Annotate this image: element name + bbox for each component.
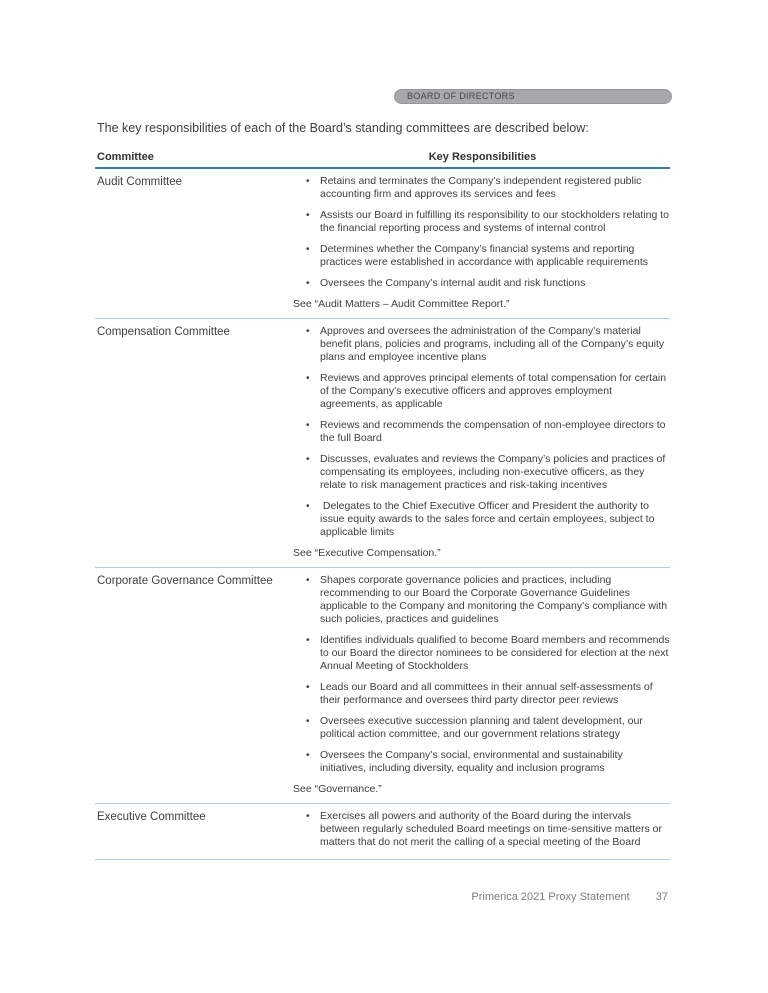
list-item [293,325,670,364]
column-header-committee: Committee [97,151,154,163]
list-item [293,372,670,411]
bullet-text: Leads our Board and all committees in their annual self-assessments of their performance and oversees third party director peer reviews [320,681,656,706]
bullet-text: Shapes corporate governance policies and practices, including recommending to our Board the Corporate Governance Guidelines applicable to the Company and monitoring the Company’s compliance with such policies, practices and guidelines [320,574,671,625]
list-item [293,500,670,539]
committee-name: Executive Committee [97,811,206,823]
bullet-text: Reviews and recommends the compensation of non-employee directors to the full Board [320,419,669,444]
intro-text: The key responsibilities of each of the Board’s standing committees are described below: [97,121,589,135]
bullet-icon: • [306,682,310,693]
bullet-icon: • [306,635,310,646]
list-item [293,681,670,707]
table-row [95,169,670,319]
bullet-icon: • [306,750,310,761]
section-banner-label: BOARD OF DIRECTORS [407,90,515,101]
bullet-text: Discusses, evaluates and reviews the Company’s policies and practices of compensating its employees, including non-executive officers, as they relate to risk management practices and risk-taking incentives [320,453,669,491]
bullet-icon: • [306,811,310,822]
bullet-text: Exercises all powers and authority of the Board during the intervals between regularly scheduled Board meetings on time-sensitive matters or matters that do not merit the calling of a special meeting of the Board [320,810,665,848]
bullet-icon: • [306,373,310,384]
bullet-text: Approves and oversees the administration of the Company’s material benefit plans, policies and programs, including all of the Company’s equity plans and employee incentive plans [320,325,668,363]
bullet-text: Identifies individuals qualified to become Board members and recommends to our Board the director nominees to be considered for election at the next Annual Meeting of Stockholders [320,634,673,672]
list-item [293,715,670,741]
bullet-icon: • [306,716,310,727]
bullet-icon: • [306,244,310,255]
list-item [293,634,673,673]
table-row [95,804,670,860]
see-reference: See “Audit Matters – Audit Committee Report.” [293,298,510,310]
page-content [95,121,673,860]
see-reference: See “Executive Compensation.” [293,547,441,559]
table-header-row [95,151,670,169]
bullet-icon: • [306,176,310,187]
bullet-icon: • [306,454,310,465]
committee-name: Corporate Governance Committee [97,575,273,587]
column-header-key-responsibilities: Key Responsibilities [428,151,537,163]
bullet-icon: • [306,501,310,512]
page-number: 37 [655,891,668,903]
bullet-text: Oversees the Company’s social, environmental and sustainability initiatives, including diversity, equality and inclusion programs [320,749,626,774]
committee-name: Compensation Committee [97,326,230,338]
list-item [293,810,670,849]
section-banner [394,89,672,104]
page-footer [95,891,668,903]
list-item [293,749,670,775]
footer-document-title: Primerica 2021 Proxy Statement [471,891,630,903]
list-item [293,453,670,492]
bullet-text: Assists our Board in fulfilling its responsibility to our stockholders relating to the financial reporting process and systems of internal control [320,209,672,234]
list-item [293,243,670,269]
bullet-icon: • [306,210,310,221]
committee-name: Audit Committee [97,176,183,188]
list-item [293,419,670,445]
list-item [293,209,670,235]
list-item [293,277,670,290]
table-row [95,319,670,568]
bullet-icon: • [306,326,310,337]
responsibilities-cell [293,574,673,801]
responsibilities-cell [293,175,670,316]
responsibilities-cell [293,810,670,857]
bullet-icon: • [306,278,310,289]
bullet-text: Reviews and approves principal elements of total compensation for certain of the Company’s executive officers and approves employment agreements, as applicable [320,372,670,410]
bullet-text: Oversees the Company’s internal audit and risk functions [320,277,586,289]
bullet-icon: • [306,575,310,586]
bullet-icon: • [306,420,310,431]
table-row [95,568,673,804]
bullet-text: Oversees executive succession planning and talent development, our political action committee, and our government relations strategy [320,715,646,740]
bullet-text: Determines whether the Company’s financial systems and reporting practices were established in accordance with applicable requirements [320,243,649,268]
bullet-text: Delegates to the Chief Executive Officer and President the authority to issue equity awards to the sales force and certain employees, subject to applicable limits [320,500,658,538]
bullet-text: Retains and terminates the Company’s independent registered public accounting firm and approves its services and fees [320,175,645,200]
see-reference: See “Governance.” [293,783,382,795]
responsibilities-cell [293,325,670,565]
list-item [293,175,670,201]
list-item [293,574,670,626]
